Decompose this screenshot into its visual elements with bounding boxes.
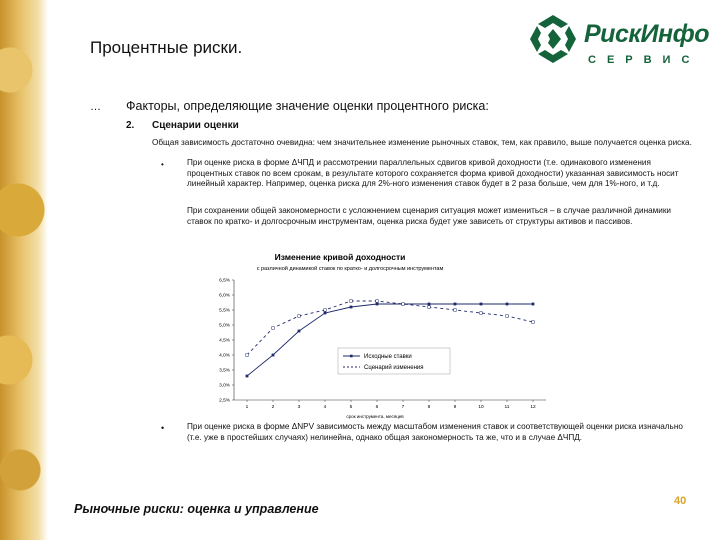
series-2-point [480,312,483,315]
paragraph-linear: При оценке риска в форме ΔЧПД и рассмотрении параллельных сдвигов кривой доходности (т.е. одинакового изменения процентных ставок по всем срокам, в результате которого сохраняется форма кривой доходности) указанная зависимость носит линейный характер. Например, оценка риска для 2%-ного изменения ставок будет в 2 раза больше, чем для 1%-ного, и т.д. [187,158,679,188]
y-tick-label: 6,0% [219,293,230,299]
series-1-point [246,375,249,378]
y-tick-label: 3,5% [219,368,230,374]
series-1-point [324,312,327,315]
series-1-point [454,303,457,306]
yield-curve-chart [210,250,560,420]
level2-heading: Сценарии оценки [152,120,239,131]
sub-bullet-1: • [161,160,164,169]
series-2-point [272,327,275,330]
x-tick-label: 1 [245,405,249,410]
level2-number: 2. [126,120,135,131]
paragraph-general: Общая зависимость достаточно очевидна: чем значительнее изменение рыночных ставок, тем, как правило, выше получается оценка риска. [152,138,692,147]
x-tick-label: 10 [478,405,484,410]
level1-heading: Факторы, определяющие значение оценки процентного риска: [126,99,489,113]
footer-title: Рыночные риски: оценка и управление [74,502,319,516]
series-2-point [376,300,379,303]
x-tick-label: 9 [453,405,457,410]
slide-title: Процентные риски. [90,38,243,57]
series-2-point [402,303,405,306]
y-tick-label: 5,5% [219,308,230,314]
series-1-point [506,303,509,306]
sub-bullet-2: • [161,423,165,433]
y-tick-label: 5,0% [219,323,230,329]
series-2-point [506,315,509,318]
legend-label-2: Сценарий изменения [364,365,424,371]
series-1-point [428,303,431,306]
paragraph-npv: При оценке риска в форме ΔNPV зависимость между масштабом изменения ставок и соответствующей оценки риска изначально (т.е. уже в простейших случаях) нелинейна, однако общая закономерность та же, что и в случае ΔЧПД. [187,422,683,442]
series-2-point [298,315,301,318]
x-tick-label: 11 [504,405,510,410]
x-tick-label: 6 [375,405,379,410]
y-tick-label: 4,0% [219,353,230,359]
x-tick-label: 7 [401,405,405,410]
y-tick-label: 3,0% [219,383,230,389]
chart-subtitle: с различной динамикой ставок по кратко- и долгосрочным инструментам [256,266,444,272]
series-2-point [454,309,457,312]
gold-coins-decoration [0,0,48,540]
series-2-point [532,321,535,324]
series-line-2 [247,301,533,355]
series-1-point [350,306,353,309]
x-axis-label: срок инструмента, месяцев [346,414,404,419]
legend-marker-1 [350,355,353,358]
logo-name: РискИнфо [584,20,709,48]
level1-bullet: … [90,101,101,113]
paragraph-complex: При сохранении общей закономерности с усложнением сценария ситуация может измениться – в случае различной динамики ставок по кратко- и долгосрочным инструментам, оценка риска будет уже зависеть от структуры активов и пассивов. [187,206,672,226]
x-tick-label: 2 [271,405,275,410]
series-1-point [480,303,483,306]
logo-mark-icon [528,14,578,64]
series-1-point [272,354,275,357]
series-1-point [298,330,301,333]
x-tick-label: 12 [530,405,536,410]
page-number: 40 [674,495,687,507]
series-1-point [376,303,379,306]
series-1-point [532,303,535,306]
legend-label-1: Исходные ставки [364,354,412,360]
series-2-point [246,354,249,357]
riskinfo-logo [528,14,708,76]
x-tick-label: 3 [297,405,301,410]
logo-subtitle: СЕРВИС [588,54,701,66]
x-tick-label: 5 [349,405,353,410]
y-tick-label: 6,5% [219,278,230,284]
y-tick-label: 2,5% [219,398,230,404]
x-tick-label: 8 [427,405,431,410]
chart-title: Изменение кривой доходности [274,252,406,262]
series-2-point [324,309,327,312]
series-2-point [428,306,431,309]
series-2-point [350,300,353,303]
x-tick-label: 4 [323,405,327,410]
y-tick-label: 4,5% [219,338,230,344]
